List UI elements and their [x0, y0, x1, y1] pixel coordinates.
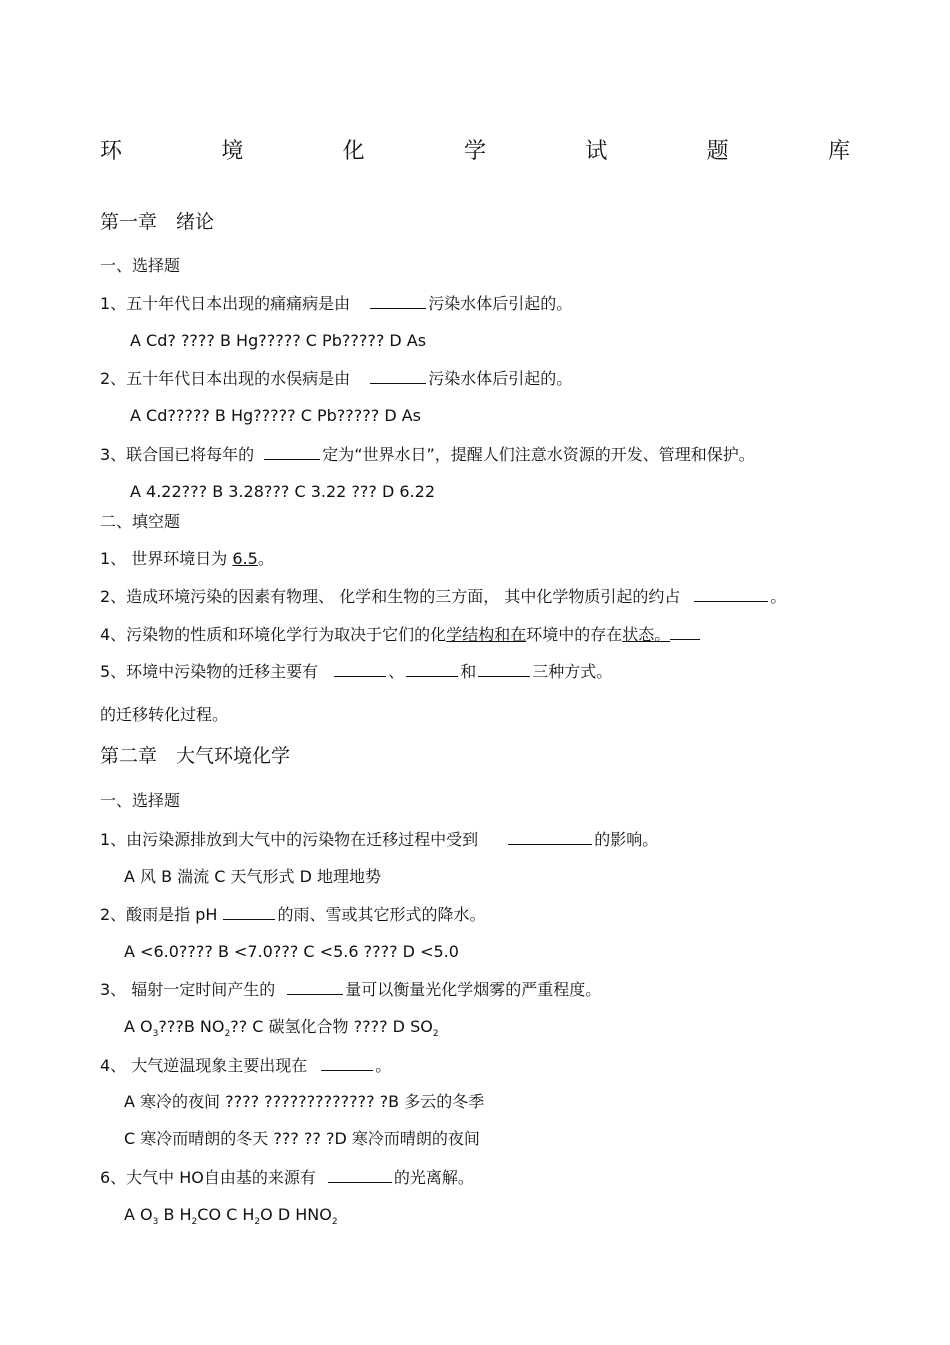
question-3: 3、 辐射一定时间产生的 量可以衡量光化学烟雾的严重程度。: [100, 980, 602, 999]
section-choice: 一、选择题: [100, 791, 181, 810]
question-4: 4、 大气逆温现象主要出现在 。: [100, 1056, 392, 1075]
fill-2: 2、造成环境污染的因素有物理、 化学和生物的三方面， 其中化学物质引起的约占 。: [100, 587, 787, 606]
answer-blank: [328, 1166, 392, 1183]
section-choice: 一、选择题: [100, 256, 181, 275]
answer-blank: [223, 903, 275, 920]
question-1: 1、五十年代日本出现的痛痛病是由 污染水体后引起的。: [100, 294, 573, 313]
answer-blank: [478, 660, 530, 677]
fill-4: 4、污染物的性质和环境化学行为取决于它们的化学结构和在环境中的存在状态。: [100, 623, 702, 646]
title-char: 学: [463, 139, 486, 164]
answer-blank: [406, 660, 458, 677]
title-char: 试: [585, 139, 608, 164]
question-1-options: A 风 B 湍流 C 天气形式 D 地理地势: [124, 867, 382, 886]
answer-blank: [370, 292, 426, 309]
question-2-options: A Cd????? B Hg????? C Pb????? D As: [130, 406, 421, 425]
chapter-1-heading: 第一章 绪论: [100, 211, 215, 233]
question-2: 2、酸雨是指 pH 的雨、雪或其它形式的降水。: [100, 905, 486, 924]
title-char: 化: [342, 139, 365, 164]
answer-blank: [287, 978, 343, 995]
answer-blank: [508, 828, 592, 845]
section-fill: 二、填空题: [100, 512, 181, 531]
question-2-options: A <6.0???? B <7.0??? C <5.6 ???? D <5.0: [124, 942, 459, 961]
answer-blank: [670, 623, 700, 640]
question-4-options-row-1: A 寒冷的夜间 ???? ????????????? ?B 多云的冬季: [124, 1092, 485, 1111]
answer-blank: [334, 660, 386, 677]
title-char: 题: [706, 139, 729, 164]
title-char: 环: [100, 139, 123, 164]
fill-1-answer: 6.5: [232, 549, 258, 568]
fill-1: 1、 世界环境日为 6.5。: [100, 549, 274, 568]
question-3: 3、联合国已将每年的 定为“世界水日”，提醒人们注意水资源的开发、管理和保护。: [100, 445, 755, 464]
trailing-text: 的迁移转化过程。: [100, 705, 229, 724]
title-char: 库: [827, 139, 850, 164]
question-6-options: A $O_3$ B $H_2CO$ C $H_2O$ D $HNO_2$: [124, 1205, 338, 1228]
page-title: [100, 134, 850, 165]
question-3-options: A 4.22??? B 3.28??? C 3.22 ??? D 6.22: [130, 482, 436, 501]
question-1-options: A Cd? ???? B Hg????? C Pb????? D As: [130, 331, 427, 350]
title-char: 境: [221, 139, 244, 164]
question-2: 2、五十年代日本出现的水俣病是由 污染水体后引起的。: [100, 369, 573, 388]
fill-5: 5、环境中污染物的迁移主要有 、 和 三种方式。: [100, 662, 613, 681]
answer-blank: [370, 367, 426, 384]
question-1: 1、由污染源排放到大气中的污染物在迁移过程中受到 的影响。: [100, 830, 659, 849]
question-6: 6、大气中 HO自由基的来源有 的光离解。: [100, 1168, 474, 1187]
question-4-options-row-2: C 寒冷而晴朗的冬天 ??? ?? ?D 寒冷而晴朗的夜间: [124, 1129, 480, 1148]
chapter-2-heading: 第二章 大气环境化学: [100, 745, 291, 767]
answer-blank: [321, 1054, 373, 1071]
answer-blank: [694, 585, 768, 602]
answer-blank: [264, 443, 320, 460]
question-3-options: A $O_3???B$ $NO_2$?? C 碳氢化合物 ???? D $SO_2$: [124, 1017, 439, 1040]
